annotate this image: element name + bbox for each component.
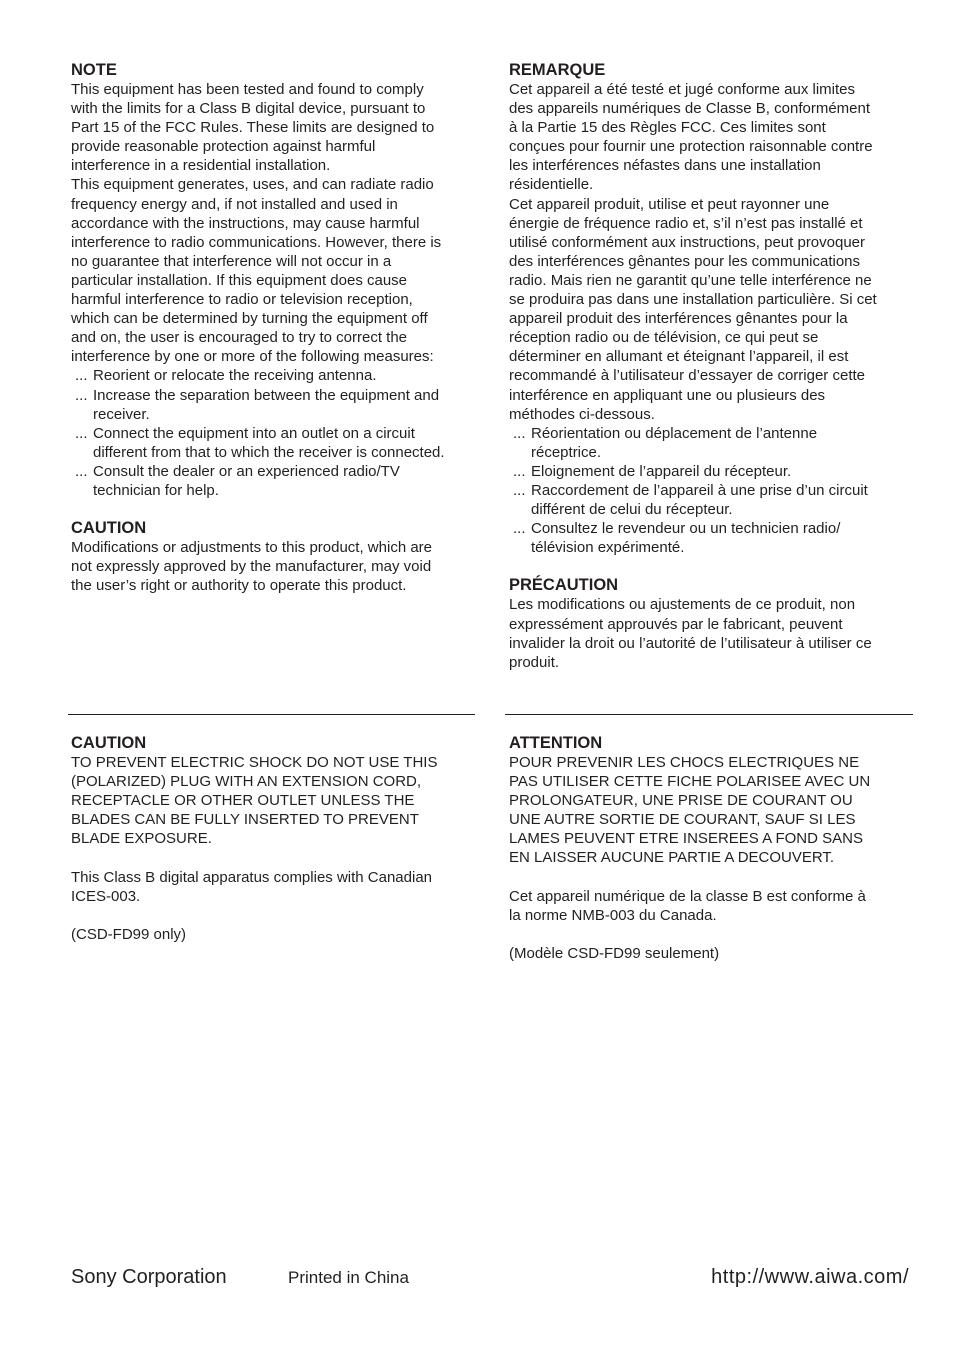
bullet-marker: ... — [75, 462, 88, 480]
website-url: http://www.aiwa.com/ — [711, 1266, 909, 1288]
note-section-en — [71, 61, 481, 595]
shock-caution-section-en — [71, 734, 481, 944]
remarque-paragraph-1: Cet appareil a été testé et jugé conforme aux limites des appareils numériques de Classe B, conformément à la Partie 15 des Règles FCC. Ces limites sont conçues pour fournir une protection raisonnable contre les interférences néfastes dans une installation résidentielle. — [509, 81, 873, 194]
model-note: (CSD-FD99 only) — [71, 925, 187, 943]
shock-caution-heading: CAUTION — [71, 734, 147, 752]
bullet-marker: ... — [75, 424, 88, 442]
shock-caution-text: TO PREVENT ELECTRIC SHOCK DO NOT USE THIS (POLARIZED) PLUG WITH AN EXTENSION CORD, RECEPTACLE OR OTHER OUTLET UNLESS THE BLADES CAN BE FULLY INSERTED TO PREVENT BLADE EXPOSURE. — [71, 754, 438, 848]
list-item — [71, 462, 481, 500]
caution-text: Modifications or adjustments to this product, which are not expressly approved by the manufacturer, may void the user’s right or authority to operate this product. — [71, 539, 433, 595]
precaution-text: Les modifications ou ajustements de ce produit, non expressément approuvés par le fabricant, peuvent invalider la droit ou l’autorité de l’utilisateur à utiliser ce produit. — [509, 596, 872, 671]
shock-caution-section-fr — [509, 734, 919, 963]
bullet-marker: ... — [513, 424, 526, 442]
list-item-text: Consultez le revendeur ou un technicien radio/ télévision expérimenté. — [531, 520, 841, 557]
list-item — [509, 519, 919, 557]
caution-heading: CAUTION — [71, 519, 147, 538]
divider-left — [68, 714, 475, 715]
attention-text: POUR PREVENIR LES CHOCS ELECTRIQUES NE PAS UTILISER CETTE FICHE POLARISEE AVEC UN PROLONGATEUR, UNE PRISE DE COURANT OU UNE AUTRE SORTIE DE COURANT, SAUF SI LES LAMES PEUVENT ETRE INSEREES A FOND SANS EN LAISSER AUCUNE PARTIE A DECOUVERT. — [509, 754, 871, 867]
model-note-fr: (Modèle CSD-FD99 seulement) — [509, 944, 720, 962]
bullet-marker: ... — [513, 481, 526, 499]
note-section-fr — [509, 61, 919, 672]
bullet-marker: ... — [75, 386, 88, 404]
list-item-text: Connect the equipment into an outlet on a circuit different from that to which the receiver is connected. — [93, 424, 445, 461]
divider-right — [505, 714, 913, 715]
list-item — [509, 462, 919, 481]
mesures-list — [509, 424, 919, 558]
list-item-text: Consult the dealer or an experienced radio/TV technician for help. — [93, 462, 400, 499]
list-item-text: Eloignement de l’appareil du récepteur. — [531, 462, 792, 480]
list-item — [509, 481, 919, 519]
remarque-paragraph-2: Cet appareil produit, utilise et peut rayonner une énergie de fréquence radio et, s’il n’est pas installé et utilisé conformément aux instructions, peut provoquer des interférences gênantes pour les communications radio. Mais rien ne garantit qu’une telle interférence ne se produira pas dans une installation particulière. Si cet appareil produit des interférences gênantes pour la réception radio ou de télévision, ce qui peut se déterminer en allumant et éteignant l’appareil, il est recommandé à l’utilisateur d’essayer de corriger cette interférence en appliquant une ou plusieurs des méthodes ci-dessous. — [509, 195, 877, 423]
bullet-marker: ... — [75, 367, 88, 385]
list-item-text: Réorientation ou déplacement de l’antenne réceptrice. — [531, 424, 818, 461]
remarque-heading: REMARQUE — [509, 61, 606, 79]
list-item — [509, 424, 919, 462]
printed-in: Printed in China — [288, 1268, 409, 1287]
list-item-text: Raccordement de l’appareil à une prise d’un circuit différent de celui du récepteur. — [531, 481, 868, 519]
nmb-compliance-text: Cet appareil numérique de la classe B est conforme à la norme NMB-003 du Canada. — [509, 887, 866, 924]
note-paragraph-1: This equipment has been tested and found to comply with the limits for a Class B digital device, pursuant to Part 15 of the FCC Rules. These limits are designed to provide reasonable protection against harmful interference in a residential installation. — [71, 81, 435, 175]
measures-list — [71, 366, 481, 500]
note-paragraph-2: This equipment generates, uses, and can radiate radio frequency energy and, if not installed and used in accordance with the instructions, may cause harmful interference to radio communications. However, there is no guarantee that interference will not occur in a particular installation. If this equipment does cause harmful interference to radio or television reception, which can be determined by turning the equipment off and on, the user is encouraged to try to correct the interference by one or more of the following measures: — [71, 176, 442, 366]
bullet-marker: ... — [513, 462, 526, 480]
list-item — [71, 386, 481, 424]
ices-compliance-text: This Class B digital apparatus complies with Canadian ICES-003. — [71, 868, 433, 905]
list-item-text: Increase the separation between the equipment and receiver. — [93, 386, 440, 423]
note-heading: NOTE — [71, 61, 117, 79]
list-item — [71, 366, 481, 385]
list-item-text: Reorient or relocate the receiving antenna. — [93, 367, 377, 385]
precaution-heading: PRÉCAUTION — [509, 576, 619, 595]
attention-heading: ATTENTION — [509, 734, 603, 752]
company-name: Sony Corporation — [71, 1266, 227, 1288]
list-item — [71, 424, 481, 462]
bullet-marker: ... — [513, 520, 526, 538]
